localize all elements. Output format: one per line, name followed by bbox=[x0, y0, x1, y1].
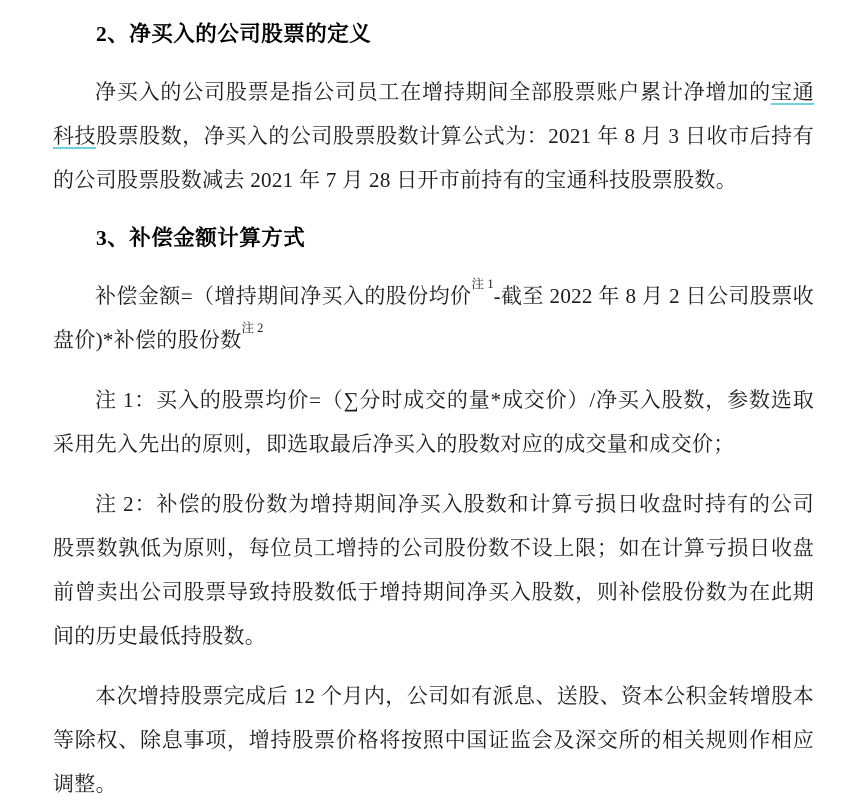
paragraph-run: 注 2：补偿的股份数为增持期间净买入股数和计算亏损日收盘时持有的公司股票数孰低为原则，每位员工增持的公司股份数不设上限；如在计算亏损日收盘前曾卖出公司股票导致持股数低于增持期间净买入股数，则补偿股份数为在此期间的历史最低持股数。 bbox=[53, 492, 814, 648]
note-2-superscript: 注 2 bbox=[241, 321, 264, 336]
baotong-tech-link[interactable]: 宝通科技 bbox=[53, 80, 814, 148]
heading-text: 3、补偿金额计算方式 bbox=[96, 226, 306, 250]
paragraph-run: 补偿金额=（增持期间净买入的股份均价 bbox=[95, 284, 472, 308]
paragraph-net-purchase-definition bbox=[53, 70, 814, 202]
paragraph-run: 注 1：买入的股票均价=（∑分时成交的量*成交价）/净买入股数，参数选取采用先入先出的原则，即选取最后净买入的股数对应的成交量和成交价； bbox=[53, 388, 814, 456]
paragraph-note-1 bbox=[53, 378, 814, 466]
heading-net-purchase-definition bbox=[53, 14, 814, 54]
paragraph-run: 本次增持股票完成后 12 个月内，公司如有派息、送股、资本公积金转增股本等除权、除息事项，增持股票价格将按照中国证监会及深交所的相关规则作相应调整。 bbox=[53, 684, 814, 796]
heading-compensation-calculation bbox=[53, 218, 814, 258]
paragraph-note-2 bbox=[53, 482, 814, 658]
paragraph-compensation-formula bbox=[53, 274, 814, 362]
paragraph-run: 净买入的公司股票是指公司员工在增持期间全部股票账户累计净增加的 bbox=[95, 80, 771, 104]
paragraph-run: 股票股数，净买入的公司股票股数计算公式为：2021 年 8 月 3 日收市后持有的公司股票股数减去 2021 年 7 月 28 日开市前持有的宝通科技股票股数。 bbox=[53, 124, 815, 192]
paragraph-run: -截至 2022 年 8 月 2 日公司股票收盘价)*补偿的股份数 bbox=[53, 284, 814, 352]
note-1-superscript: 注 1 bbox=[471, 277, 494, 292]
paragraph-adjustment-clause bbox=[53, 674, 814, 806]
heading-text: 2、净买入的公司股票的定义 bbox=[96, 22, 372, 46]
